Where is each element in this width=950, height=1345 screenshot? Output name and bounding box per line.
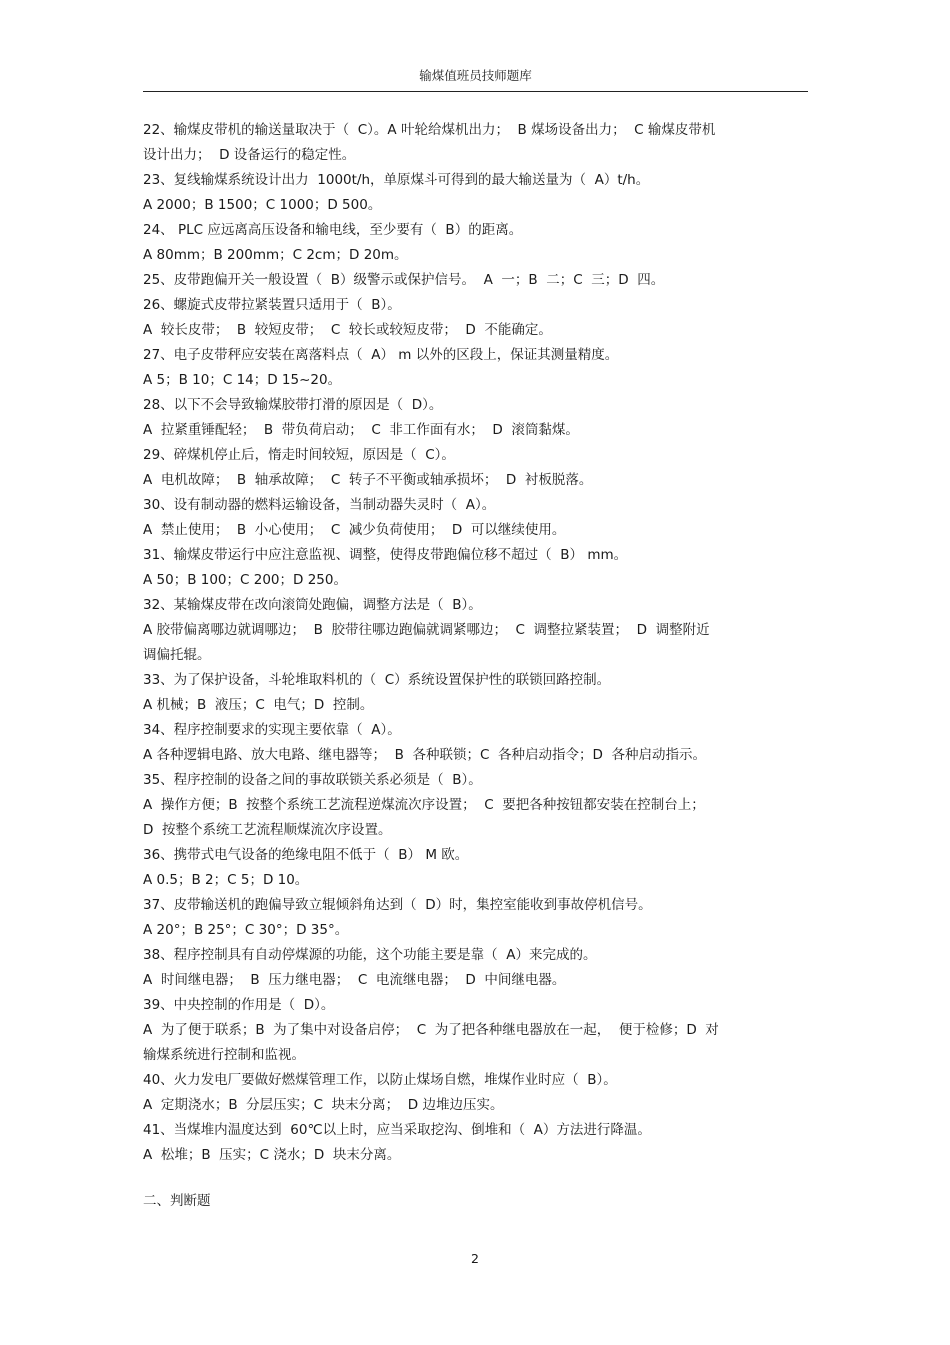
- text-line: 38、程序控制具有自动停煤源的功能，这个功能主要是靠（ A）来完成的。: [143, 947, 597, 963]
- text-line: A 禁止使用； B 小心使用； C 减少负荷使用； D 可以继续使用。: [143, 522, 566, 538]
- text-line: A 80mm；B 200mm；C 2cm；D 20m。: [143, 247, 408, 263]
- text-line: A 定期浇水；B 分层压实；C 块末分离； D 边堆边压实。: [143, 1097, 504, 1113]
- page-number: 2: [471, 1251, 479, 1266]
- section-heading: 二、判断题: [143, 1193, 211, 1209]
- text-line: 36、携带式电气设备的绝缘电阻不低于（ B） M 欧。: [143, 847, 469, 863]
- text-line: 33、为了保护设备，斗轮堆取料机的（ C）系统设置保护性的联锁回路控制。: [143, 672, 611, 688]
- text-line: A 20°；B 25°；C 30°；D 35°。: [143, 922, 349, 938]
- text-line: 22、输煤皮带机的输送量取决于（ C）。A 叶轮给煤机出力； B 煤场设备出力； C 输煤皮带机: [143, 122, 716, 138]
- text-line: A 为了便于联系；B 为了集中对设备启停； C 为了把各种继电器放在一起， 便于检修；D 对: [143, 1022, 719, 1038]
- text-line: A 50；B 100；C 200；D 250。: [143, 572, 347, 588]
- text-line: A 5；B 10；C 14；D 15~20。: [143, 372, 342, 388]
- text-line: 40、火力发电厂要做好燃煤管理工作，以防止煤场自燃，堆煤作业时应（ B）。: [143, 1072, 617, 1088]
- text-line: 24、 PLC 应远离高压设备和输电线，至少要有（ B）的距离。: [143, 222, 523, 238]
- text-line: A 时间继电器； B 压力继电器； C 电流继电器； D 中间继电器。: [143, 972, 566, 988]
- text-line: A 2000；B 1500；C 1000；D 500。: [143, 197, 382, 213]
- text-line: 输煤系统进行控制和监视。: [143, 1047, 305, 1063]
- text-line: A 操作方便；B 按整个系统工艺流程逆煤流次序设置； C 要把各种按钮都安装在控制台上；: [143, 797, 705, 813]
- text-line: 39、中央控制的作用是（ D）。: [143, 997, 335, 1013]
- text-line: 32、某输煤皮带在改向滚筒处跑偏，调整方法是（ B）。: [143, 597, 482, 613]
- text-line: 30、设有制动器的燃料运输设备，当制动器失灵时（ A）。: [143, 497, 496, 513]
- text-line: 31、输煤皮带运行中应注意监视、调整，使得皮带跑偏位移不超过（ B） mm。: [143, 547, 628, 563]
- question-list: [143, 118, 808, 1168]
- text-line: 34、程序控制要求的实现主要依靠（ A）。: [143, 722, 401, 738]
- text-line: A 较长皮带； B 较短皮带； C 较长或较短皮带； D 不能确定。: [143, 322, 552, 338]
- text-line: A 松堆；B 压实；C 浇水；D 块末分离。: [143, 1147, 401, 1163]
- text-line: 调偏托辊。: [143, 647, 211, 663]
- text-line: 28、以下不会导致输煤胶带打滑的原因是（ D）。: [143, 397, 443, 413]
- text-line: 25、皮带跑偏开关一般设置（ B）级警示或保护信号。 A 一；B 二；C 三；D 四。: [143, 272, 665, 288]
- text-line: D 按整个系统工艺流程顺煤流次序设置。: [143, 822, 392, 838]
- text-line: A 各种逻辑电路、放大电路、继电器等； B 各种联锁；C 各种启动指令；D 各种启动指示。: [143, 747, 706, 763]
- text-line: A 机械；B 液压；C 电气；D 控制。: [143, 697, 374, 713]
- text-line: A 0.5；B 2；C 5；D 10。: [143, 872, 309, 888]
- text-line: 37、皮带输送机的跑偏导致立辊倾斜角达到（ D）时，集控室能收到事故停机信号。: [143, 897, 652, 913]
- text-line: 23、复线输煤系统设计出力 1000t/h，单原煤斗可得到的最大输送量为（ A）t/h。: [143, 172, 650, 188]
- text-line: 设计出力； D 设备运行的稳定性。: [143, 147, 356, 163]
- text-line: A 胶带偏离哪边就调哪边； B 胶带往哪边跑偏就调紧哪边； C 调整拉紧装置； D 调整附近: [143, 622, 710, 638]
- text-line: A 电机故障； B 轴承故障； C 转子不平衡或轴承损坏； D 衬板脱落。: [143, 472, 593, 488]
- text-line: 27、电子皮带秤应安装在离落料点（ A） m 以外的区段上，保证其测量精度。: [143, 347, 619, 363]
- text-line: 35、程序控制的设备之间的事故联锁关系必须是（ B）。: [143, 772, 482, 788]
- text-line: 41、当煤堆内温度达到 60℃以上时，应当采取挖沟、倒堆和（ A）方法进行降温。: [143, 1122, 651, 1138]
- page-header: 输煤值班员技师题库: [419, 68, 532, 83]
- header-rule: [143, 91, 808, 92]
- text-line: 26、螺旋式皮带拉紧装置只适用于（ B）。: [143, 297, 401, 313]
- text-line: A 拉紧重锤配轻； B 带负荷启动； C 非工作面有水； D 滚筒黏煤。: [143, 422, 579, 438]
- text-line: 29、碎煤机停止后，惰走时间较短，原因是（ C）。: [143, 447, 455, 463]
